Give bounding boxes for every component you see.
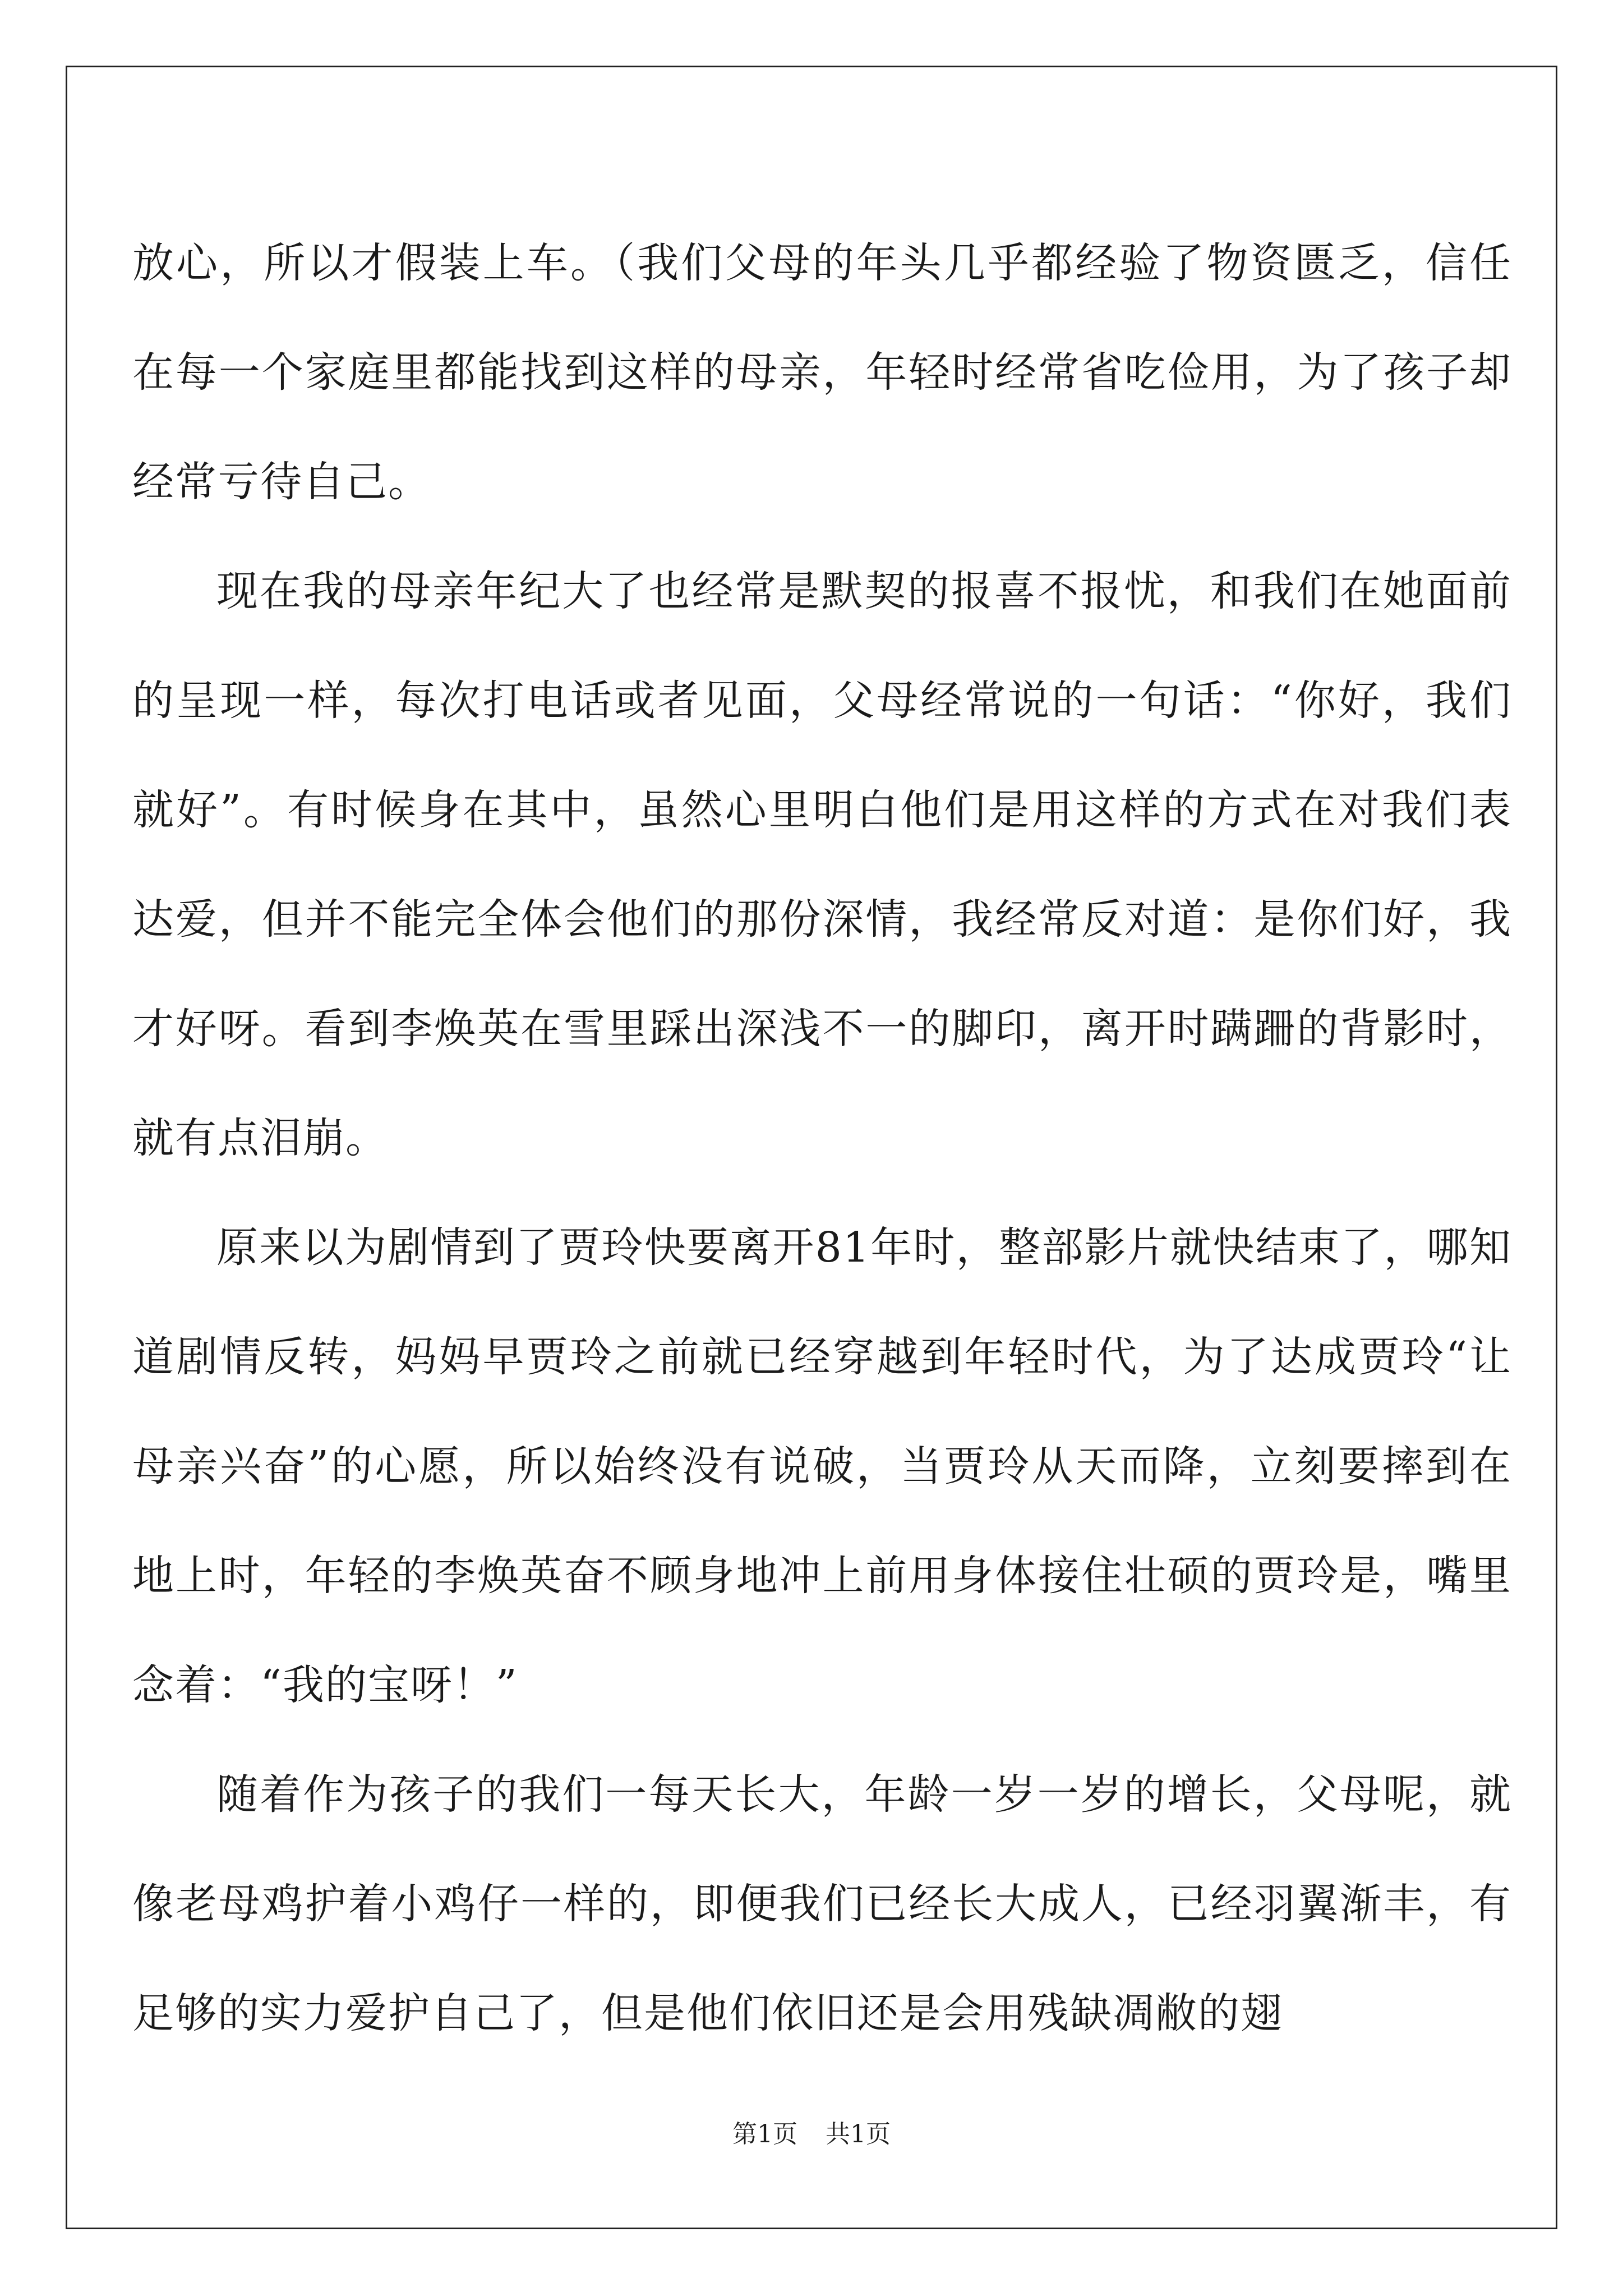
page-footer [0, 2118, 1623, 2151]
page-number: 第1页 [732, 2120, 797, 2148]
paragraph-1: 放心，所以才假装上车。（我们父母的年头几乎都经验了物资匮乏，信任在每一个家庭里都能找到这样的母亲，年轻时经常省吃俭用，为了孩子却经常亏待自己。 [132, 239, 1512, 506]
paragraph-2: 现在我的母亲年纪大了也经常是默契的报喜不报忧，和我们在她面前的呈现一样，每次打电话或者见面，父母经常说的一句话：“你好，我们就好”。有时候身在其中，虽然心里明白他们是用这样的方式在对我们表达爱，但并不能完全体会他们的那份深情，我经常反对道：是你们好，我才好呀。看到李焕英在雪里踩出深浅不一的脚印，离开时蹒跚的背影时，就有点泪崩。 [132, 567, 1512, 1162]
paragraph-4: 随着作为孩子的我们一每天长大，年龄一岁一岁的增长，父母呢，就像老母鸡护着小鸡仔一样的，即便我们已经长大成人，已经羽翼渐丰，有足够的实力爱护自己了，但是他们依旧还是会用残缺凋敝的翅 [132, 1770, 1512, 2037]
paragraph-3: 原来以为剧情到了贾玲快要离开81年时，整部影片就快结束了，哪知道剧情反转，妈妈早贾玲之前就已经穿越到年轻时代，为了达成贾玲“让母亲兴奋”的心愿，所以始终没有说破，当贾玲从天而降，立刻要摔到在地上时，年轻的李焕英奋不顾身地冲上前用身体接住壮硕的贾玲是，嘴里念着：“我的宝呀！” [132, 1223, 1512, 1709]
document-body [132, 209, 1512, 2068]
page-total: 共1页 [826, 2120, 891, 2148]
